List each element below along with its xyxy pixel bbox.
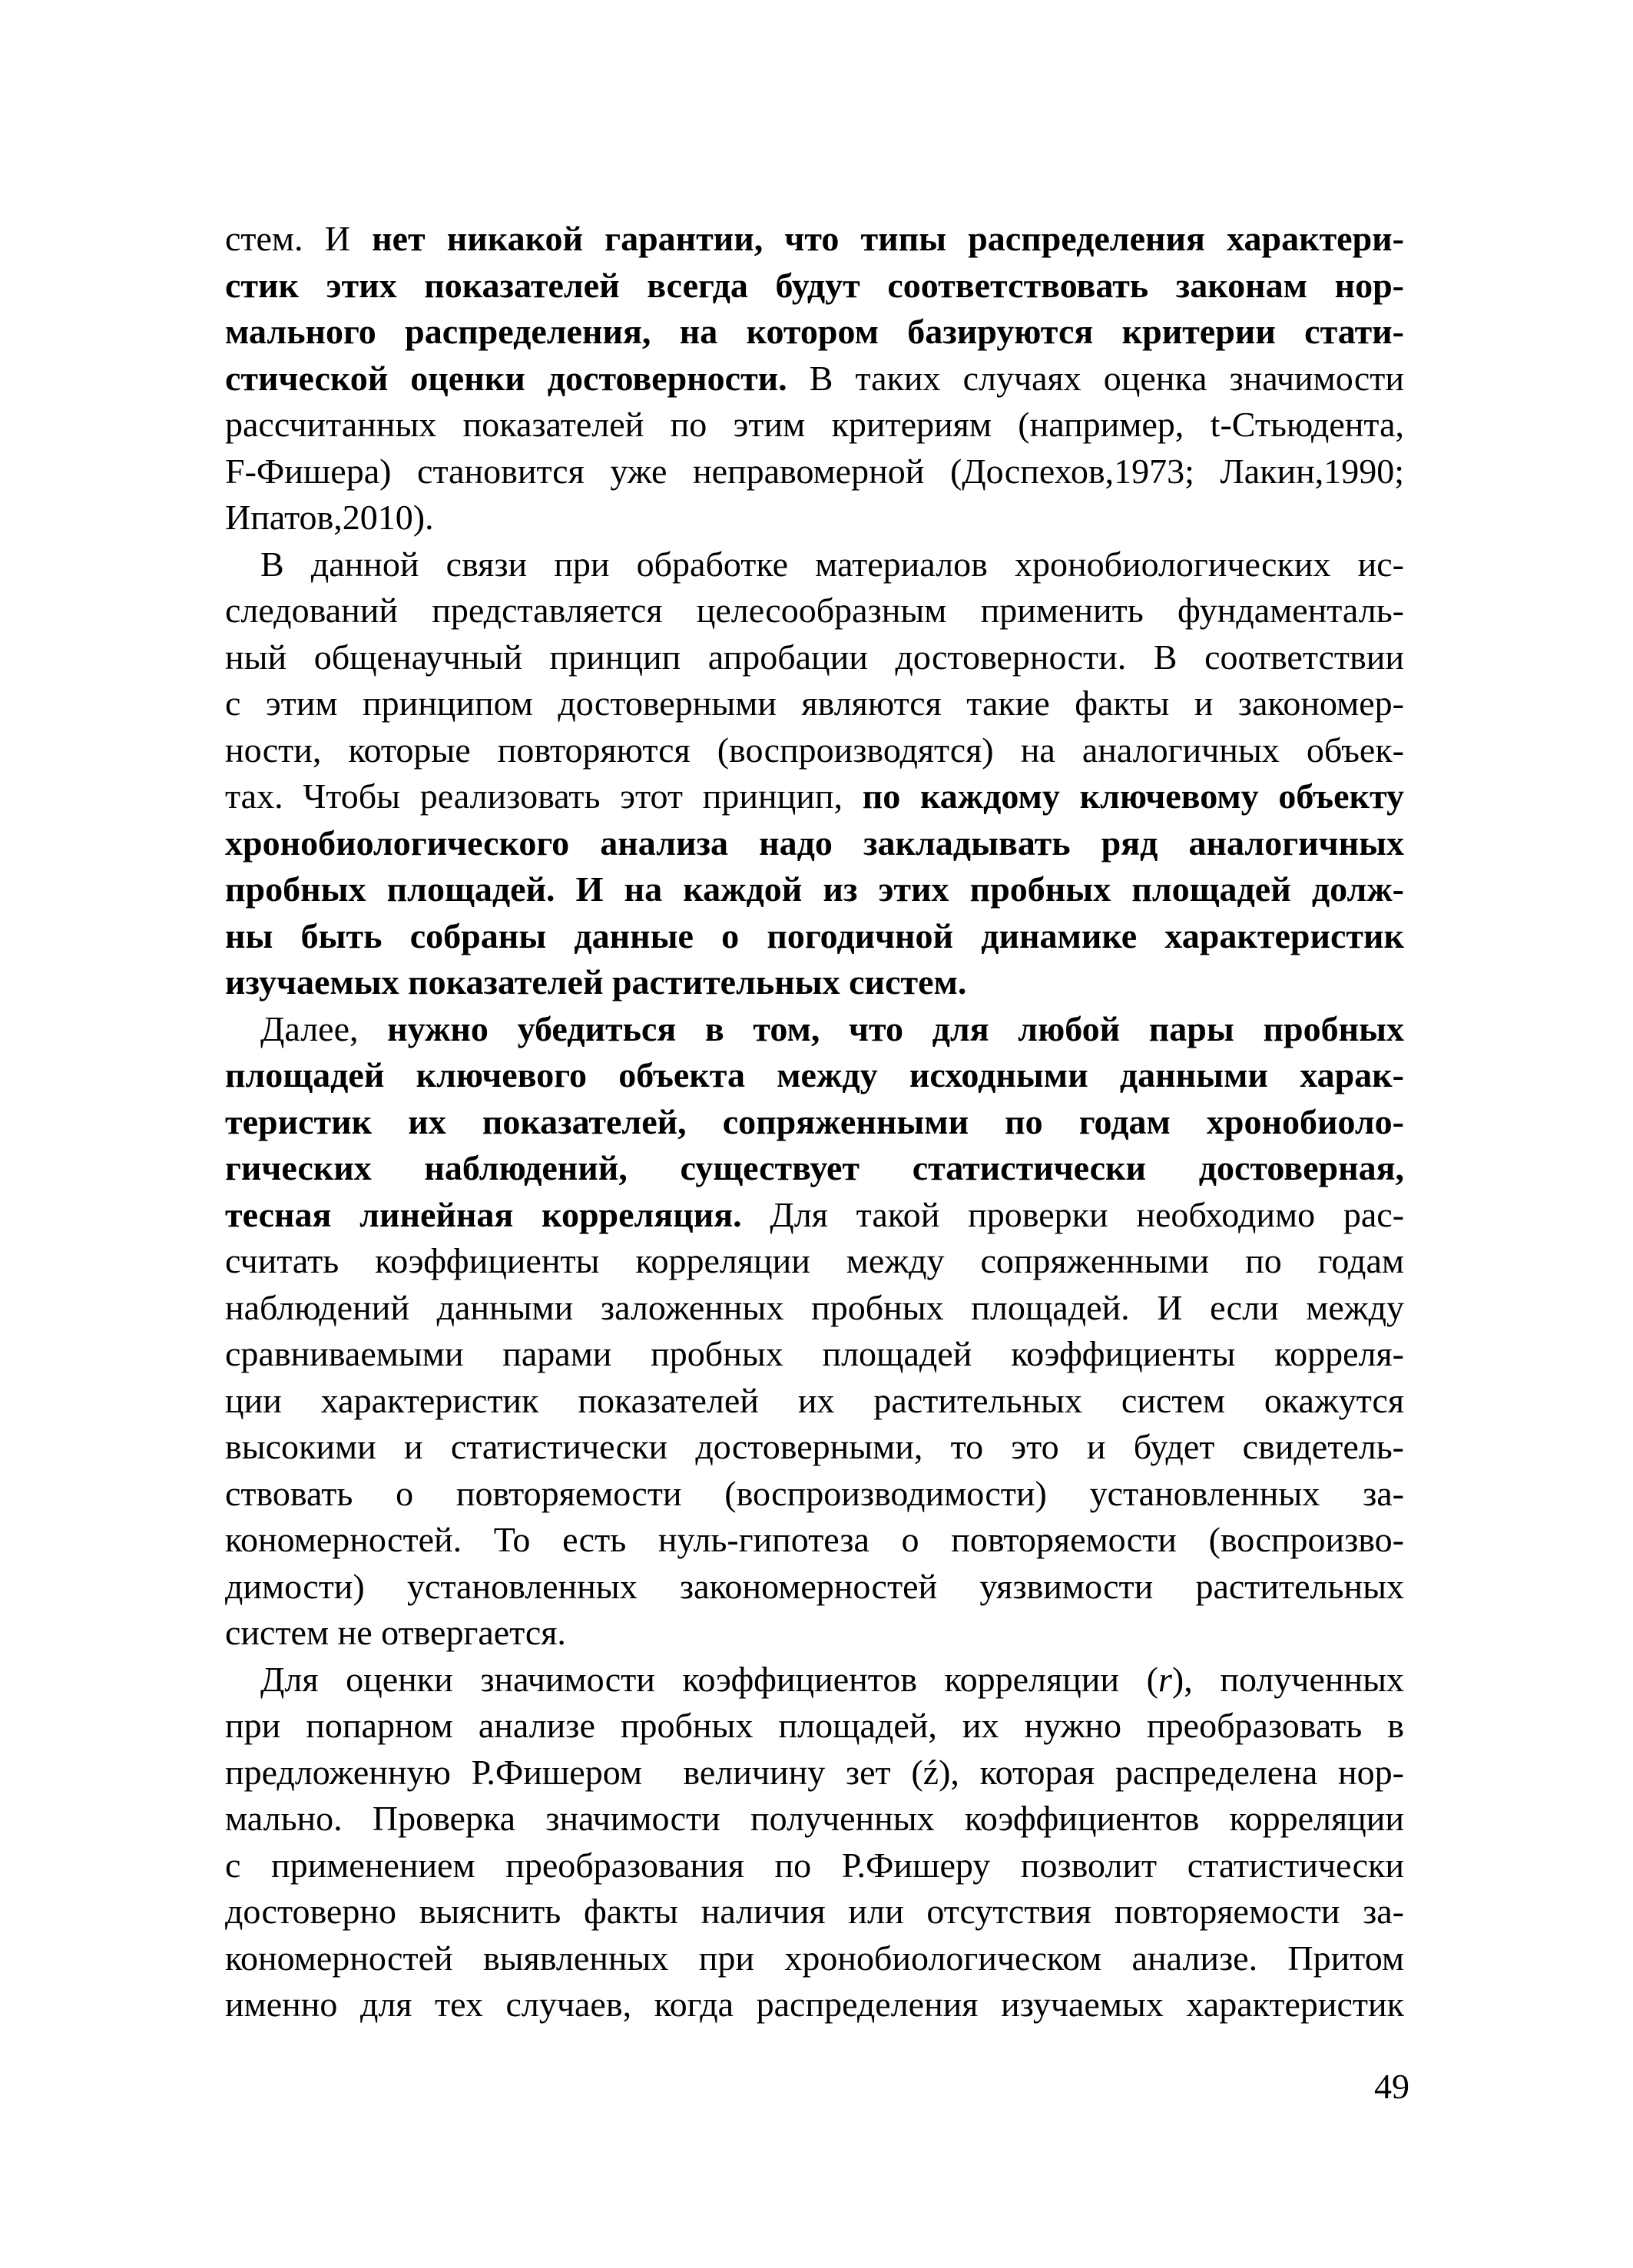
text-run: сравниваемыми парами пробных площадей коэффициенты корреля- bbox=[225, 1334, 1404, 1373]
text-line bbox=[225, 1796, 1404, 1843]
text-run: тах. Чтобы реализовать этот принцип, bbox=[225, 776, 863, 816]
text-run: ции характеристик показателей их растительных систем окажутся bbox=[225, 1380, 1404, 1420]
text-run: с применением преобразования по Р.Фишеру позволит статистически bbox=[225, 1845, 1404, 1885]
text-line bbox=[225, 1703, 1404, 1750]
text-line bbox=[225, 820, 1404, 867]
bold-run: изучаемых показателей растительных систем. bbox=[225, 962, 967, 1002]
text-line bbox=[225, 216, 1404, 263]
bold-run: ны быть собраны данные о погодичной динамике характеристик bbox=[225, 915, 1404, 955]
text-run: Для оценки значимости коэффициентов корреляции ( bbox=[260, 1659, 1158, 1699]
text-run: Для такой проверки необходимо рас- bbox=[741, 1194, 1405, 1234]
text-run: В таких случаях оценка значимости bbox=[787, 358, 1404, 398]
text-run: F-Фишера) становится уже неправомерной (Доспехов,1973; Лакин,1990; bbox=[225, 451, 1404, 491]
bold-run: нет никакой гарантии, что типы распределения характери- bbox=[372, 219, 1404, 258]
text-run: Ипатов,2010). bbox=[225, 498, 434, 537]
text-run: предложенную Р.Фишером величину зет (ź), которая распределена нор- bbox=[225, 1752, 1404, 1792]
text-line bbox=[225, 402, 1404, 449]
bold-run: нужно убедиться в том, что для любой пары пробных bbox=[387, 1008, 1404, 1048]
page-number: 49 bbox=[1374, 2067, 1409, 2106]
text-line bbox=[225, 1006, 1404, 1053]
text-run: димости) установленных закономерностей уязвимости растительных bbox=[225, 1566, 1404, 1606]
text-run: следований представляется целесообразным применить фундаменталь- bbox=[225, 591, 1404, 630]
text-line bbox=[225, 634, 1404, 681]
text-run: достоверно выяснить факты наличия или отсутствия повторяемости за- bbox=[225, 1892, 1404, 1931]
text-line bbox=[225, 727, 1404, 774]
bold-run: стик этих показателей всегда будут соответствовать законам нор- bbox=[225, 265, 1404, 305]
text-line bbox=[225, 773, 1404, 820]
text-line bbox=[225, 1517, 1404, 1564]
bold-run: теристик их показателей, сопряженными по годам хронобиоло- bbox=[225, 1101, 1404, 1141]
text-run: считать коэффициенты корреляции между сопряженными по годам bbox=[225, 1241, 1404, 1280]
text-line bbox=[225, 1657, 1404, 1703]
bold-run: пробных площадей. И на каждой из этих пробных площадей долж- bbox=[225, 869, 1404, 909]
italic-run: r bbox=[1158, 1659, 1172, 1699]
text-line bbox=[225, 356, 1404, 402]
text-line bbox=[225, 263, 1404, 310]
bold-run: хронобиологического анализа надо закладывать ряд аналогичных bbox=[225, 823, 1404, 863]
text-run: стем. И bbox=[225, 219, 373, 258]
text-run: наблюдений данными заложенных пробных площадей. И если между bbox=[225, 1287, 1404, 1327]
text-run: систем не отвергается. bbox=[225, 1613, 566, 1652]
text-run: с этим принципом достоверными являются такие факты и закономер- bbox=[225, 684, 1404, 723]
text-run: кономерностей выявленных при хронобиологическом анализе. Притом bbox=[225, 1938, 1404, 1978]
text-line bbox=[225, 1889, 1404, 1935]
text-line bbox=[225, 309, 1404, 356]
bold-run: по каждому ключевому объекту bbox=[862, 776, 1405, 816]
text-line bbox=[225, 959, 1404, 1006]
text-line bbox=[225, 680, 1404, 727]
text-run: ), полученных bbox=[1171, 1659, 1404, 1699]
text-line bbox=[225, 1750, 1404, 1796]
text-line bbox=[225, 1564, 1404, 1611]
text-run: мально. Проверка значимости полученных коэффициентов корреляции bbox=[225, 1799, 1404, 1838]
text-line bbox=[225, 1099, 1404, 1146]
text-run: ности, которые повторяются (воспроизводятся) на аналогичных объек- bbox=[225, 730, 1404, 770]
bold-run: площадей ключевого объекта между исходными данными харак- bbox=[225, 1055, 1404, 1094]
text-block bbox=[225, 216, 1404, 2028]
text-run: Далее, bbox=[260, 1008, 388, 1048]
text-run: В данной связи при обработке материалов хронобиологических ис- bbox=[260, 544, 1404, 584]
text-line bbox=[225, 1145, 1404, 1192]
text-run: ствовать о повторяемости (воспроизводимости) установленных за- bbox=[225, 1473, 1404, 1513]
text-line bbox=[225, 1982, 1404, 2028]
text-run: ный общенаучный принцип апробации достоверности. В соответствии bbox=[225, 637, 1404, 677]
text-line bbox=[225, 1378, 1404, 1425]
text-line bbox=[225, 1052, 1404, 1099]
text-line bbox=[225, 1238, 1404, 1285]
text-run: при попарном анализе пробных площадей, их нужно преобразовать в bbox=[225, 1706, 1404, 1745]
text-line bbox=[225, 1843, 1404, 1889]
text-line bbox=[225, 866, 1404, 913]
text-line bbox=[225, 1285, 1404, 1332]
text-line bbox=[225, 449, 1404, 495]
text-line bbox=[225, 1331, 1404, 1378]
text-run: рассчитанных показателей по этим критериям (например, t-Стьюдента, bbox=[225, 405, 1404, 444]
text-line bbox=[225, 1610, 1404, 1657]
text-line bbox=[225, 1471, 1404, 1518]
text-run: кономерностей. То есть нуль-гипотеза о повторяемости (воспроизво- bbox=[225, 1520, 1404, 1559]
text-line bbox=[225, 913, 1404, 960]
text-line bbox=[225, 588, 1404, 634]
bold-run: гических наблюдений, существует статистически достоверная, bbox=[225, 1148, 1404, 1187]
bold-run: мального распределения, на котором базируются критерии стати- bbox=[225, 312, 1404, 351]
text-run: высокими и статистически достоверными, то это и будет свидетель- bbox=[225, 1427, 1404, 1466]
text-line bbox=[225, 1935, 1404, 1982]
text-line bbox=[225, 1424, 1404, 1471]
bold-run: тесная линейная корреляция. bbox=[225, 1194, 742, 1234]
text-line bbox=[225, 495, 1404, 541]
text-line bbox=[225, 1192, 1404, 1239]
text-line bbox=[225, 541, 1404, 588]
bold-run: стической оценки достоверности. bbox=[225, 358, 787, 398]
text-run: именно для тех случаев, когда распределения изучаемых характеристик bbox=[225, 1985, 1404, 2024]
